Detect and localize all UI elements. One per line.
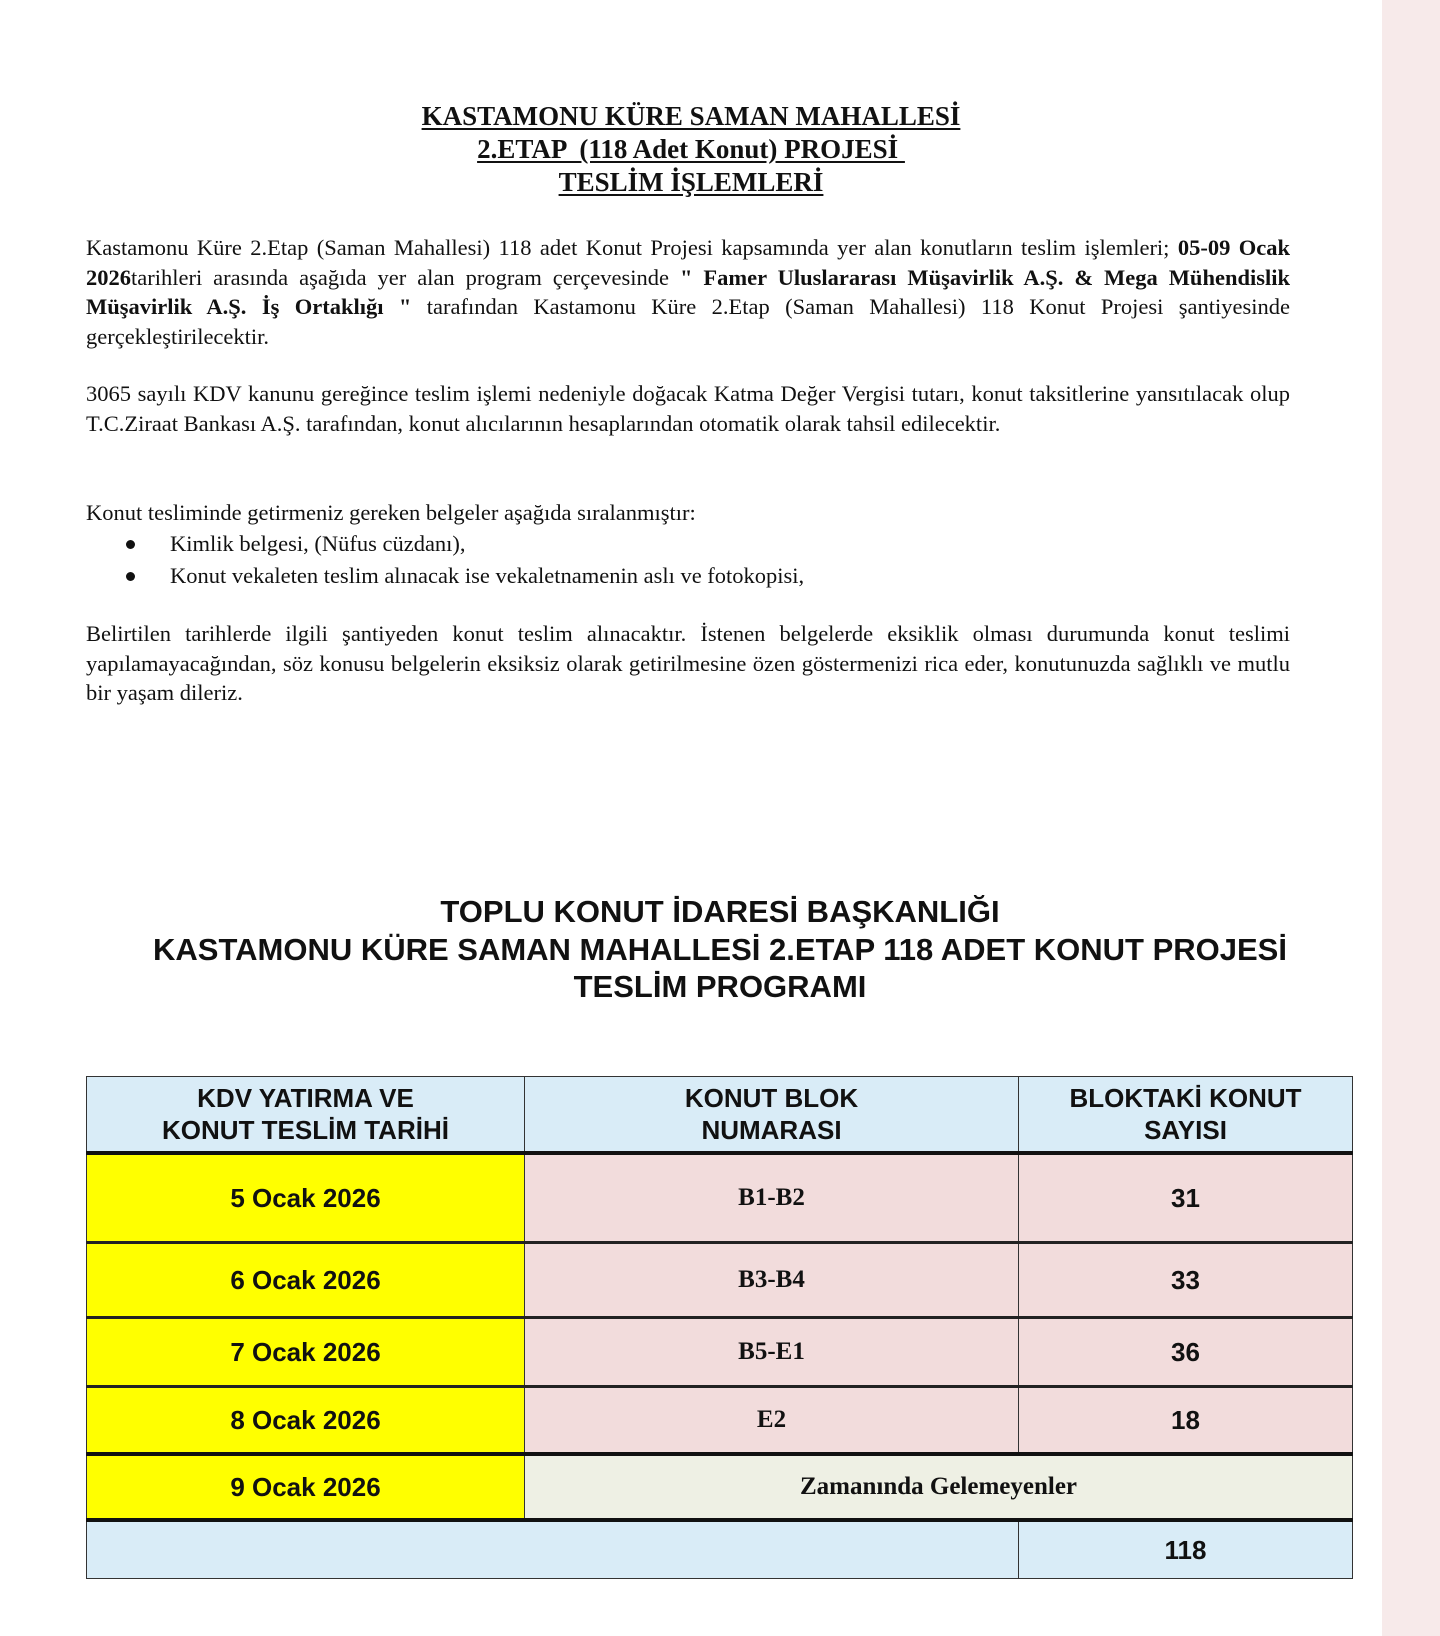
row-block: B1-B2 <box>525 1153 1019 1243</box>
document-title-line-1: KASTAMONU KÜRE SAMAN MAHALLESİ <box>421 101 961 131</box>
header-date: KDV YATIRMA VE KONUT TESLİM TARİHİ <box>87 1077 525 1154</box>
intro-text: Kastamonu Küre 2.Etap (Saman Mahallesi) 118 adet Konut Projesi kapsamında yer alan konutların teslim işlemleri; <box>86 235 1178 260</box>
bullet-icon <box>126 572 135 581</box>
row-date: 6 Ocak 2026 <box>87 1243 525 1318</box>
table-row <box>87 1243 1353 1318</box>
table-row <box>87 1153 1353 1243</box>
row-date: 9 Ocak 2026 <box>87 1454 525 1520</box>
row-date: 8 Ocak 2026 <box>87 1387 525 1455</box>
table-row <box>87 1387 1353 1455</box>
row-count: 36 <box>1019 1318 1353 1387</box>
closing-paragraph: Belirtilen tarihlerde ilgili şantiyeden konut teslim alınacaktır. İstenen belgelerde eksiklik olması durumunda konut teslimi yapılamayacağından, söz konusu belgelerin eksiksiz olarak getirilmesine özen göstermenizi rica eder, konutunuzda sağlıklı ve mutlu bir yaşam dileriz. <box>86 621 1290 705</box>
total-count: 118 <box>1019 1520 1353 1579</box>
right-margin-strip <box>1382 0 1440 1636</box>
table-total-row <box>87 1520 1353 1579</box>
late-arrivals-note: Zamanında Gelemeyenler <box>525 1454 1353 1520</box>
program-title-line-1: TOPLU KONUT İDARESİ BAŞKANLIĞI <box>440 894 1000 929</box>
intro-middle-text: tarihleri arasında aşağıda yer alan program çerçevesinde <box>131 264 680 290</box>
header-count: BLOKTAKİ KONUT SAYISI <box>1019 1077 1353 1154</box>
row-block: E2 <box>525 1387 1019 1455</box>
bullet-icon <box>126 540 135 549</box>
delivery-dates: 05-09 Ocak 2026 <box>86 235 1290 290</box>
row-block: B5-E1 <box>525 1318 1019 1387</box>
table-header-row <box>87 1077 1353 1154</box>
table-row <box>87 1318 1353 1387</box>
required-documents-intro: Konut tesliminde getirmeniz gereken belgeler aşağıda sıralanmıştır: <box>86 500 696 525</box>
row-date: 7 Ocak 2026 <box>87 1318 525 1387</box>
intro-end-text: tarafından Kastamonu Küre 2.Etap (Saman Mahallesi) 118 Konut Projesi şantiyesinde gerçekleştirilecektir. <box>86 294 1290 349</box>
document-title-line-2: 2.ETAP (118 Adet Konut) PROJESİ <box>477 134 905 164</box>
contractor-name: " Famer Uluslararası Müşavirlik A.Ş. & Mega Mühendislik Müşavirlik A.Ş. İş Ortaklığı " <box>86 264 1290 319</box>
program-title-line-2: KASTAMONU KÜRE SAMAN MAHALLESİ 2.ETAP 118 ADET KONUT PROJESİ <box>153 931 1287 967</box>
vat-paragraph: 3065 sayılı KDV kanunu gereğince teslim işlemi nedeniyle doğacak Katma Değer Vergisi tutarı, konut taksitlerine yansıtılacak olup T.C.Ziraat Bankası A.Ş. tarafından, konut alıcılarının hesaplarından otomatik olarak tahsil edilecektir. <box>86 381 1290 436</box>
table-row-late <box>87 1454 1353 1520</box>
program-title <box>0 893 1440 1006</box>
document-title-line-3: TESLİM İŞLEMLERİ <box>558 167 824 197</box>
required-documents-list <box>86 528 1290 592</box>
row-date: 5 Ocak 2026 <box>87 1153 525 1243</box>
list-item: Kimlik belgesi, (Nüfus cüzdanı), <box>86 528 1290 560</box>
row-count: 31 <box>1019 1153 1353 1243</box>
document-title <box>0 100 1382 199</box>
delivery-program-table <box>86 1076 1353 1579</box>
row-block: B3-B4 <box>525 1243 1019 1318</box>
total-label-cell <box>87 1520 1019 1579</box>
row-count: 18 <box>1019 1387 1353 1455</box>
required-documents-section <box>86 498 1290 592</box>
intro-paragraph <box>86 233 1290 351</box>
header-block: KONUT BLOK NUMARASI <box>525 1077 1019 1154</box>
row-count: 33 <box>1019 1243 1353 1318</box>
list-item: Konut vekaleten teslim alınacak ise vekaletnamenin aslı ve fotokopisi, <box>86 560 1290 592</box>
program-title-line-3: TESLİM PROGRAMI <box>573 969 867 1004</box>
